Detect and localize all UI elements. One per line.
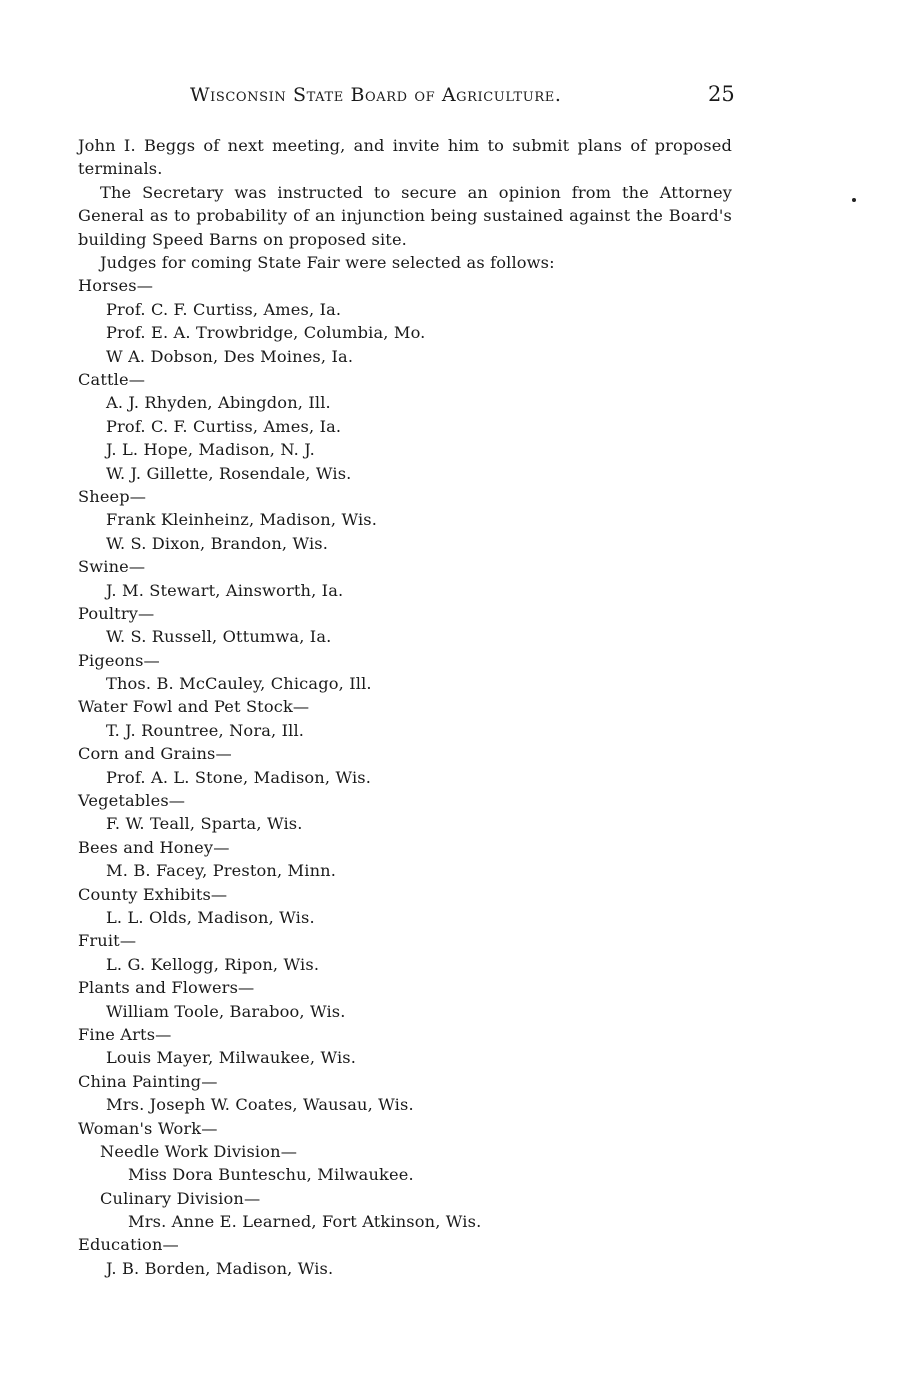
paragraph-attorney-opinion: The Secretary was instructed to secure an opinion from the Attorney General as to probability of an injunction being sustained against the Board's building Speed Barns on proposed site. [78,182,732,249]
category-heading: Water Fowl and Pet Stock— [78,697,310,717]
judge-entry: William Toole, Baraboo, Wis. [106,1001,346,1021]
division-heading: Culinary Division— [100,1188,261,1208]
category-heading: Poultry— [78,603,155,623]
judge-entry: Prof. C. F. Curtiss, Ames, Ia. [106,299,342,319]
judge-entry: Prof. E. A. Trowbridge, Columbia, Mo. [106,323,426,343]
paragraph-judges-intro: Judges for coming State Fair were selected as follows: [100,253,555,273]
judge-entry: A. J. Rhyden, Abingdon, Ill. [106,393,331,413]
judge-entry: Mrs. Joseph W. Coates, Wausau, Wis. [106,1095,414,1115]
category-heading: Fruit— [78,931,137,951]
page-header [0,84,900,116]
category-heading: Vegetables— [78,791,186,811]
category-heading: Cattle— [78,370,146,389]
judge-entry: J. M. Stewart, Ainsworth, Ia. [106,580,344,600]
judges-list [78,274,732,1280]
judge-entry: W. S. Dixon, Brandon, Wis. [106,533,329,553]
judge-entry: Mrs. Anne E. Learned, Fort Atkinson, Wis. [128,1212,482,1232]
category-heading: Horses— [78,276,154,296]
judge-entry: Prof. A. L. Stone, Madison, Wis. [106,767,372,787]
category-heading: Sheep— [78,486,147,506]
judge-entry: T. J. Rountree, Nora, Ill. [106,720,305,740]
judge-entry: J. B. Borden, Madison, Wis. [106,1258,334,1278]
judge-entry: Thos. B. McCauley, Chicago, Ill. [106,674,372,694]
running-title: Wisconsin State Board of Agriculture. [190,84,562,106]
category-heading: China Painting— [78,1071,218,1091]
judge-entry: Frank Kleinheinz, Madison, Wis. [106,510,378,530]
judge-entry: J. L. Hope, Madison, N. J. [106,440,315,460]
category-heading: Plants and Flowers— [78,978,255,998]
category-heading: County Exhibits— [78,884,228,904]
category-heading: Education— [78,1235,179,1255]
category-heading: Fine Arts— [78,1024,172,1044]
page-body [78,134,732,1280]
judge-entry: M. B. Facey, Preston, Minn. [106,861,337,881]
page-number: 25 [708,82,735,106]
print-speck [852,198,856,202]
judge-entry: Miss Dora Bunteschu, Milwaukee. [128,1165,414,1185]
judge-entry: Prof. C. F. Curtiss, Ames, Ia. [106,416,342,436]
category-heading: Bees and Honey— [78,837,230,857]
category-heading: Corn and Grains— [78,744,232,764]
category-heading: Woman's Work— [78,1118,218,1138]
judge-entry: F. W. Teall, Sparta, Wis. [106,814,303,834]
judge-entry: W. S. Russell, Ottumwa, Ia. [106,627,332,647]
judge-entry: L. G. Kellogg, Ripon, Wis. [106,954,320,974]
judge-entry: Louis Mayer, Milwaukee, Wis. [106,1048,357,1068]
judge-entry: L. L. Olds, Madison, Wis. [106,907,315,927]
category-heading: Pigeons— [78,650,160,670]
paragraph-continuation: John I. Beggs of next meeting, and invite him to submit plans of proposed terminals. [78,136,732,179]
division-heading: Needle Work Division— [100,1141,298,1161]
judge-entry: W. J. Gillette, Rosendale, Wis. [106,463,352,483]
category-heading: Swine— [78,557,146,577]
judge-entry: W A. Dobson, Des Moines, Ia. [106,346,354,366]
